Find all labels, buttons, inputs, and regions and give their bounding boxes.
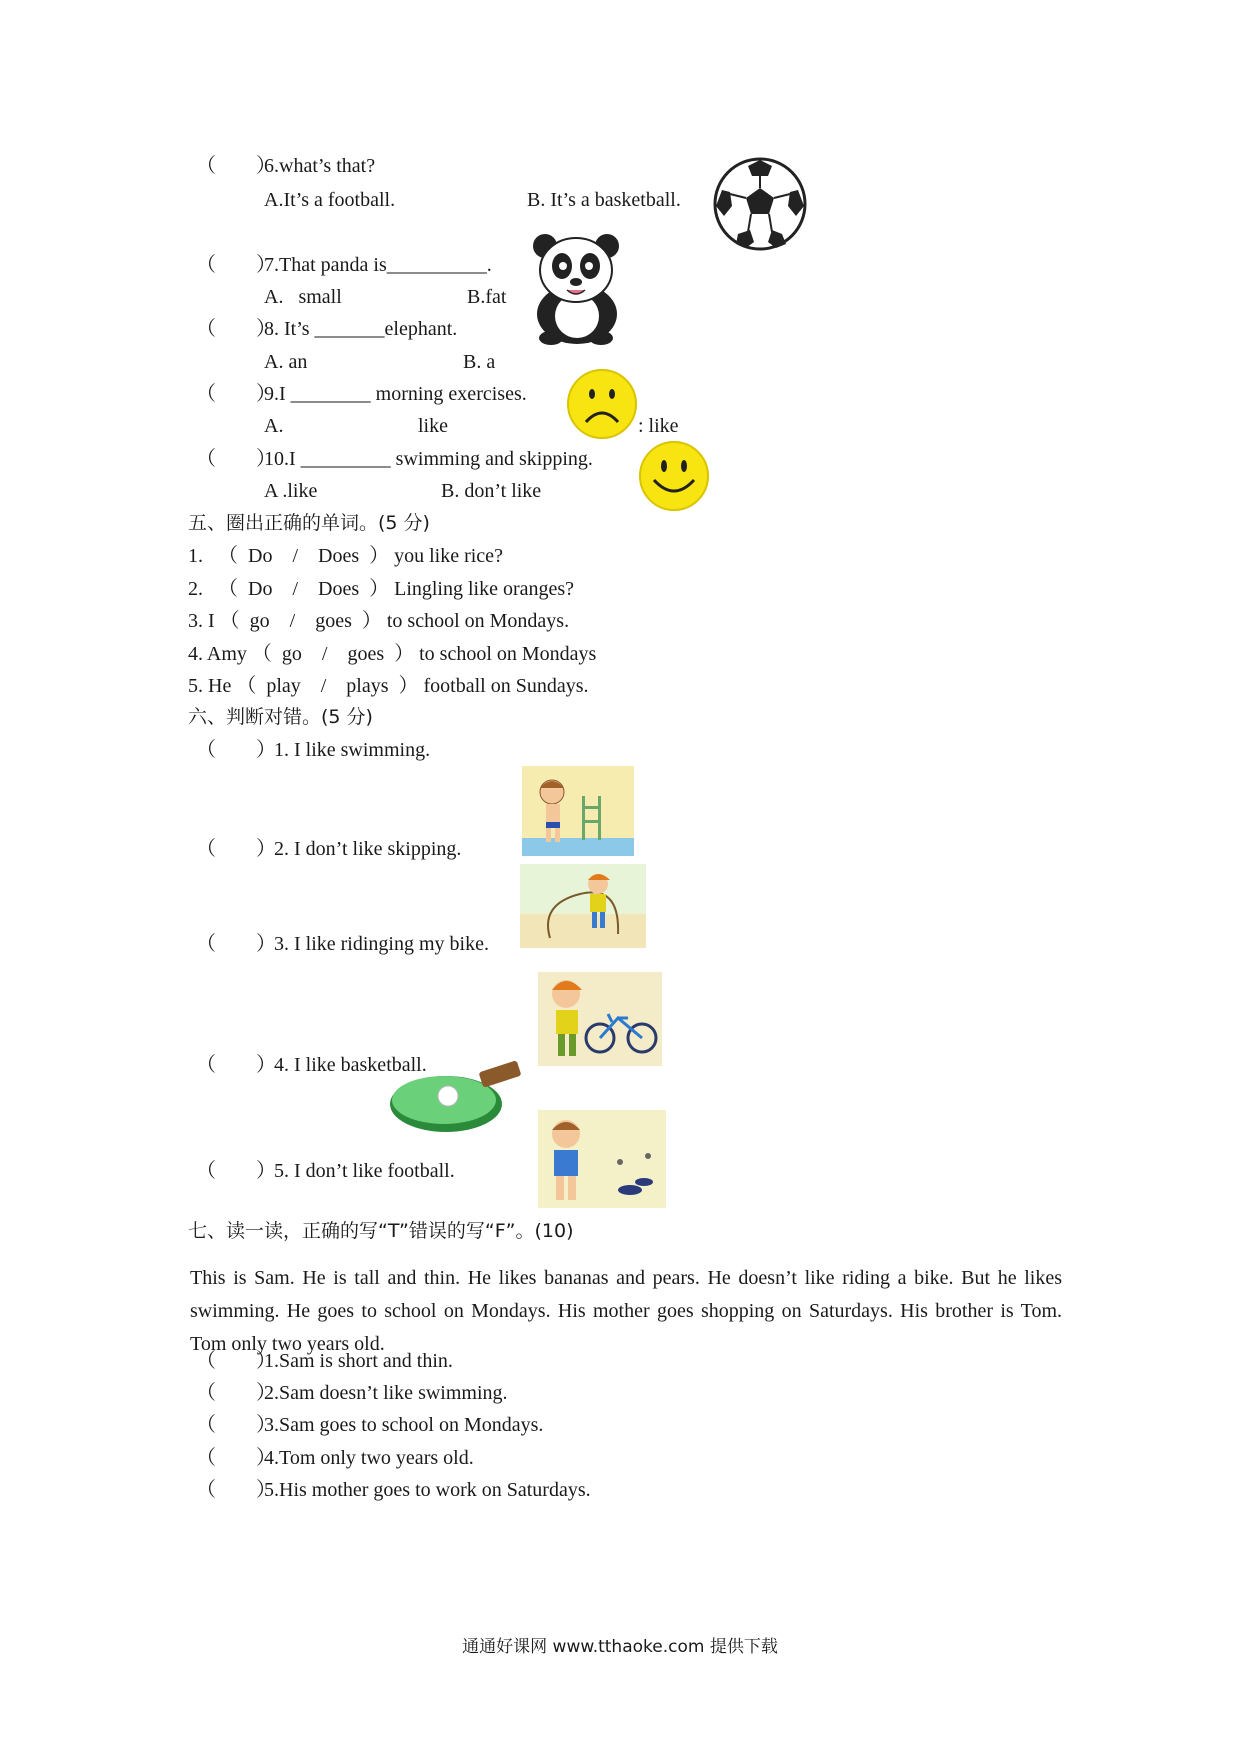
s6-item-5: 5. I don’t like football. — [274, 1160, 455, 1182]
q9-question: 9.I ________ morning exercises. — [264, 383, 527, 405]
q6-option-b: B. It’s a basketball. — [527, 189, 681, 211]
s6-item-1: 1. I like swimming. — [274, 739, 431, 761]
q8-option-b: B. a — [463, 351, 496, 373]
q8-answer-paren[interactable]: （ ） — [196, 318, 276, 340]
s7-item-3: 3.Sam goes to school on Mondays. — [264, 1414, 544, 1436]
football-boy-picture — [538, 1110, 666, 1208]
q6-question: 6.what’s that? — [264, 155, 376, 177]
s5-item-5[interactable]: 5. He （ play / plays ） football on Sundays. — [188, 675, 589, 697]
q10-question: 10.I _________ swimming and skipping. — [264, 448, 593, 470]
s7-item-5: 5.His mother goes to work on Saturdays. — [264, 1479, 591, 1501]
q8-question: 8. It’s _______elephant. — [264, 318, 458, 340]
q7-option-a: A. small — [264, 286, 342, 308]
s6-item-4: 4. I like basketball. — [274, 1054, 427, 1076]
s5-item-3[interactable]: 3. I （ go / goes ） to school on Mondays. — [188, 610, 570, 632]
skipping-picture — [520, 864, 646, 948]
s7-paren-3[interactable]: （ ） — [196, 1414, 276, 1436]
ping-pong-paddle-picture — [388, 1056, 522, 1138]
q8-option-a: A. an — [264, 351, 308, 373]
s7-item-2: 2.Sam doesn’t like swimming. — [264, 1382, 508, 1404]
s6-paren-2[interactable]: （ ） — [196, 838, 276, 860]
panda-image — [525, 230, 627, 346]
s6-item-3: 3. I like ridinging my bike. — [274, 933, 489, 955]
s6-paren-1[interactable]: （ ） — [196, 739, 276, 761]
s6-paren-3[interactable]: （ ） — [196, 933, 276, 955]
s7-paren-5[interactable]: （ ） — [196, 1479, 276, 1501]
q9-option-a: A. — [264, 415, 284, 437]
sad-face-icon — [566, 368, 638, 440]
s5-item-4[interactable]: 4. Amy （ go / goes ） to school on Mondays — [188, 643, 597, 665]
s5-item-1[interactable]: 1. （ Do / Does ） you like rice? — [188, 545, 503, 567]
s6-paren-5[interactable]: （ ） — [196, 1160, 276, 1182]
section-5-title: 五、圈出正确的单词。(5 分) — [188, 512, 430, 534]
q7-answer-paren[interactable]: （ ） — [196, 254, 276, 276]
s7-paren-1[interactable]: （ ） — [196, 1350, 276, 1372]
s6-paren-4[interactable]: （ ） — [196, 1054, 276, 1076]
s7-paren-4[interactable]: （ ） — [196, 1447, 276, 1469]
page-footer: 通通好课网 www.tthaoke.com 提供下载 — [462, 1637, 778, 1657]
q6-answer-paren[interactable]: （ ） — [196, 155, 276, 177]
q10-option-a: A .like — [264, 480, 318, 502]
q7-option-b: B.fat — [467, 286, 507, 308]
swimming-picture — [522, 766, 634, 856]
s7-item-4: 4.Tom only two years old. — [264, 1447, 474, 1469]
q9-option-a-text: like — [418, 415, 448, 437]
section-7-title: 七、读一读，正确的写“T”错误的写“F”。(10) — [188, 1220, 574, 1242]
s7-item-1: 1.Sam is short and thin. — [264, 1350, 453, 1372]
q10-option-b: B. don’t like — [441, 480, 542, 502]
reading-passage: This is Sam. He is tall and thin. He likes bananas and pears. He doesn’t like riding a bike. But he likes swimming. He goes to school on Mondays. His mother goes shopping on Saturdays. His brother is Tom. Tom only two years old. — [190, 1267, 1062, 1355]
q9-option-b: : like — [638, 415, 679, 437]
smiley-face-icon — [638, 440, 710, 512]
q10-answer-paren[interactable]: （ ） — [196, 448, 276, 470]
q6-option-a: A.It’s a football. — [264, 189, 396, 211]
s5-item-2[interactable]: 2. （ Do / Does ） Lingling like oranges? — [188, 578, 575, 600]
s6-item-2: 2. I don’t like skipping. — [274, 838, 462, 860]
q7-question: 7.That panda is__________. — [264, 254, 492, 276]
football-image — [712, 156, 808, 252]
s7-paren-2[interactable]: （ ） — [196, 1382, 276, 1404]
section-6-title: 六、判断对错。(5 分) — [188, 706, 373, 728]
q9-answer-paren[interactable]: （ ） — [196, 383, 276, 405]
bike-picture — [538, 972, 662, 1066]
